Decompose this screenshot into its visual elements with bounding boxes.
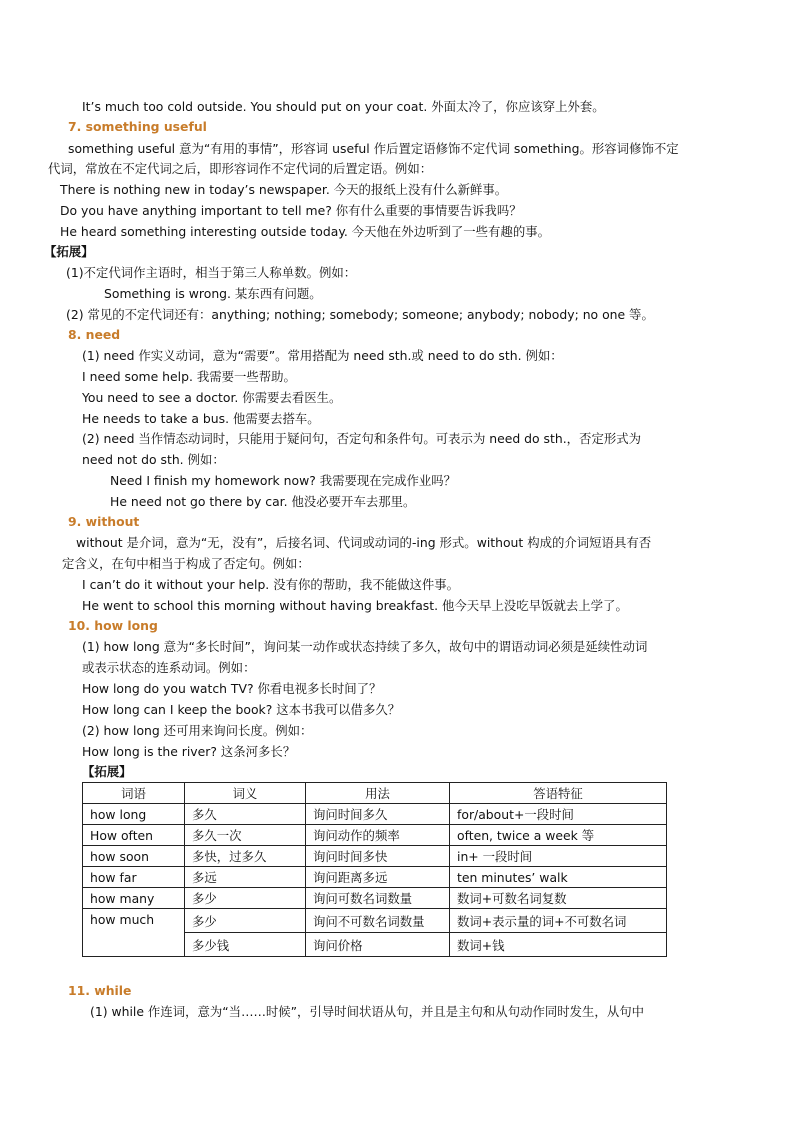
example-line: I need some help. 我需要一些帮助。 <box>82 369 296 384</box>
table-header-cell: 词义 <box>185 783 306 804</box>
table-cell: 询问不可数名词数量 <box>306 909 450 933</box>
example-line: He needs to take a bus. 他需要去搭车。 <box>82 411 320 426</box>
paragraph-line: 定含义，在句中相当于构成了否定句。例如： <box>62 556 310 571</box>
table-cell: 多少 <box>185 909 306 933</box>
example-line: How long can I keep the book? 这本书我可以借多久？ <box>82 702 401 717</box>
question-words-table <box>82 782 667 957</box>
table-row <box>83 909 667 933</box>
table-cell: 多快，过多久 <box>185 846 306 867</box>
example-line: Something is wrong. 某东西有问题。 <box>104 286 322 301</box>
line: It’s much too cold outside. You should put on your coat. 外面太冷了，你应该穿上外套。 <box>82 99 605 114</box>
example-line: Do you have anything important to tell me? 你有什么重要的事情要告诉我吗？ <box>60 203 522 218</box>
table-row <box>83 846 667 867</box>
table-cell: 多久 <box>185 804 306 825</box>
paragraph-line: (1) while 作连词，意为“当……时候”，引导时间状语从句，并且是主句和从句动作同时发生，从句中 <box>90 1004 644 1019</box>
table-cell: often, twice a week 等 <box>450 825 667 846</box>
table-header-cell: 词语 <box>83 783 185 804</box>
paragraph-line: 代词，常放在不定代词之后，即形容词作不定代词的后置定语。例如： <box>48 161 433 176</box>
extension-label: 【拓展】 <box>82 764 132 779</box>
table-cell: in+ 一段时间 <box>450 846 667 867</box>
section-heading: 10. how long <box>68 618 158 633</box>
paragraph-line: (1) how long 意为“多长时间”，询问某一动作或状态持续了多久，故句中的谓语动词必须是延续性动词 <box>82 639 648 654</box>
table-cell: how much <box>83 909 185 957</box>
section-heading: 9. without <box>68 514 140 529</box>
example-line: There is nothing new in today’s newspaper. 今天的报纸上没有什么新鲜事。 <box>60 182 508 197</box>
table-cell: 多少钱 <box>185 933 306 957</box>
table-header-cell: 用法 <box>306 783 450 804</box>
table-cell: how far <box>83 867 185 888</box>
table-cell: how long <box>83 804 185 825</box>
table-cell: 多远 <box>185 867 306 888</box>
example-line: He went to school this morning without having breakfast. 他今天早上没吃早饭就去上学了。 <box>82 598 628 613</box>
example-line: You need to see a doctor. 你需要去看医生。 <box>82 390 342 405</box>
example-line: I can’t do it without your help. 没有你的帮助，我不能做这件事。 <box>82 577 460 592</box>
paragraph-line: 或表示状态的连系动词。例如： <box>82 660 256 675</box>
paragraph-line: something useful 意为“有用的事情”，形容词 useful 作后置定语修饰不定代词 something。形容词修饰不定 <box>68 141 679 156</box>
table-row <box>83 888 667 909</box>
table-cell: 询问距离多远 <box>306 867 450 888</box>
table-header-cell: 答语特征 <box>450 783 667 804</box>
table-row <box>83 804 667 825</box>
example-line: How long do you watch TV? 你看电视多长时间了？ <box>82 681 382 696</box>
table-cell: 多久一次 <box>185 825 306 846</box>
section-heading: 11. while <box>68 983 132 998</box>
table-cell: ten minutes’ walk <box>450 867 667 888</box>
table-cell: 数词+表示量的词+不可数名词 <box>450 909 667 933</box>
example-line: Need I finish my homework now? 我需要现在完成作业吗？ <box>110 473 457 488</box>
paragraph-line: without 是介词，意为“无，没有”，后接名词、代词或动词的-ing 形式。without 构成的介词短语具有否 <box>76 535 652 550</box>
table-cell: 询问价格 <box>306 933 450 957</box>
example-line: He need not go there by car. 他没必要开车去那里。 <box>110 494 416 509</box>
example-line: He heard something interesting outside today. 今天他在外边听到了一些有趣的事。 <box>60 224 551 239</box>
table-row <box>83 867 667 888</box>
paragraph-line: (2) 常见的不定代词还有：anything; nothing; somebody; someone; anybody; nobody; no one 等。 <box>66 307 654 322</box>
table-cell: 数词+可数名词复数 <box>450 888 667 909</box>
table-cell: 询问可数名词数量 <box>306 888 450 909</box>
extension-label: 【拓展】 <box>44 244 94 259</box>
paragraph-line: (1) need 作实义动词，意为“需要”。常用搭配为 need sth.或 need to do sth. 例如： <box>82 348 563 363</box>
paragraph-line: need not do sth. 例如： <box>82 452 225 467</box>
table-cell: for/about+一段时间 <box>450 804 667 825</box>
section-heading: 7. something useful <box>68 119 207 134</box>
paragraph-line: (2) how long 还可用来询问长度。例如： <box>82 723 313 738</box>
table-cell: 多少 <box>185 888 306 909</box>
example-line: How long is the river? 这条河多长？ <box>82 744 296 759</box>
paragraph-line: (1)不定代词作主语时，相当于第三人称单数。例如： <box>66 265 357 280</box>
paragraph-line: (2) need 当作情态动词时，只能用于疑问句，否定句和条件句。可表示为 need do sth.，否定形式为 <box>82 431 642 446</box>
table-cell: 询问时间多快 <box>306 846 450 867</box>
section-heading: 8. need <box>68 327 121 342</box>
table-cell: How often <box>83 825 185 846</box>
table-cell: 询问动作的频率 <box>306 825 450 846</box>
table-row <box>83 825 667 846</box>
table-cell: 数词+钱 <box>450 933 667 957</box>
table-cell: how soon <box>83 846 185 867</box>
table-cell: 询问时间多久 <box>306 804 450 825</box>
table-header-row <box>83 783 667 804</box>
table-cell: how many <box>83 888 185 909</box>
